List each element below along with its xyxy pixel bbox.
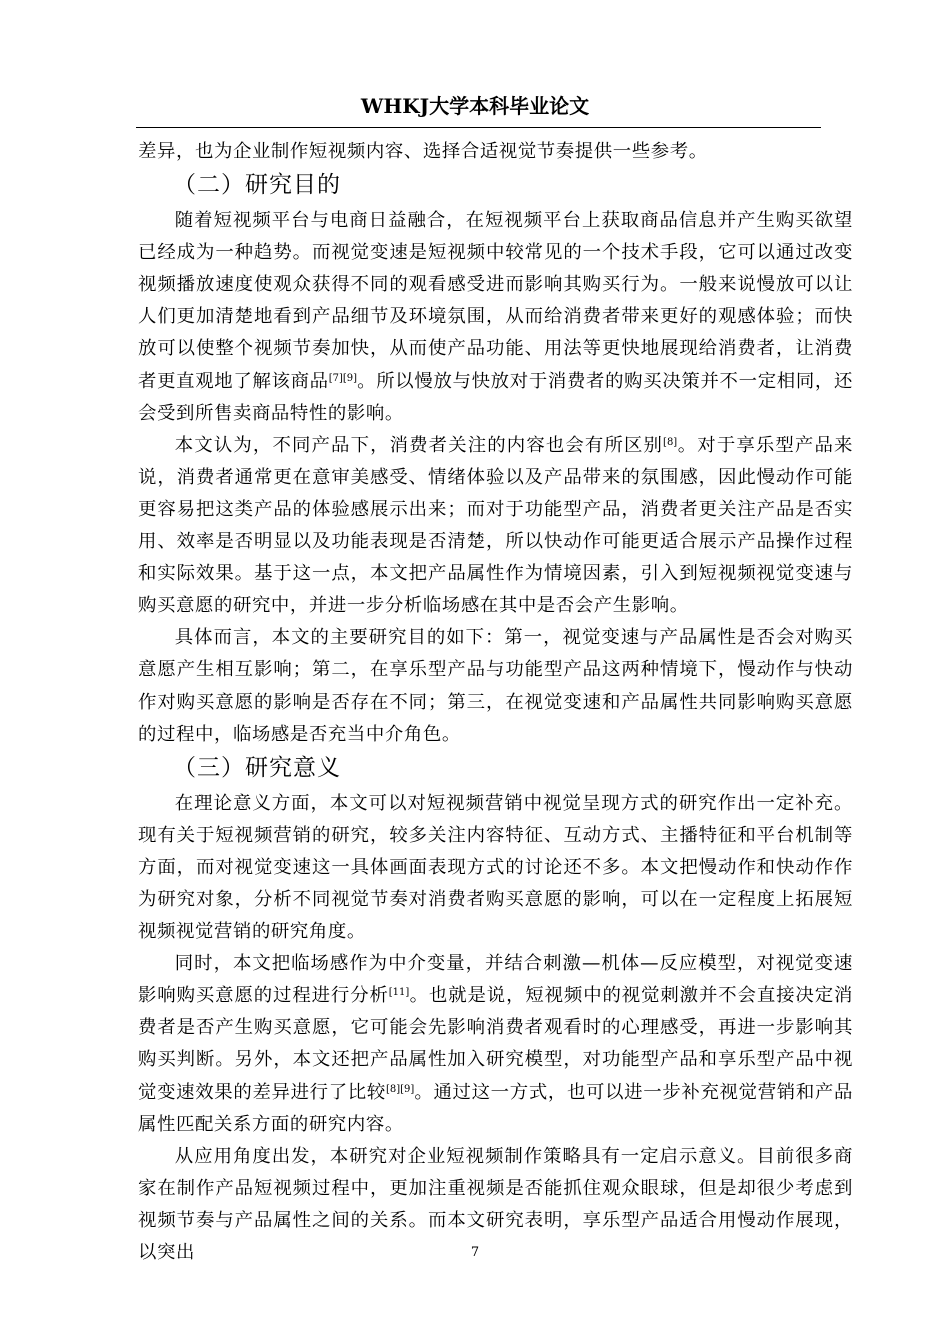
paragraph [138,430,853,623]
paragraph-text: 。也就是说，短视频中的视觉刺激并不会直接决定消费者是否产生购买意愿，它可能会先影响消费者观看时的心理感受，再进一步影响其购买判断。另外，本文还把产品属性加入研究模型，对功能型产品和享乐型产品中视觉变速效果的差异进行了比较 [138,985,853,1103]
paragraph-text: 。对于享乐型产品来说，消费者通常更在意审美感受、情绪体验以及产品带来的氛围感，因此慢动作可能更容易把这类产品的体验感展示出来；而对于功能型产品，消费者更关注产品是否实用、效率是否明显以及功能表现是否清楚，所以快动作可能更适合展示产品操作过程和实际效果。基于这一点，本文把产品属性作为情境因素，引入到短视频视觉变速与购买意愿的研究中，并进一步分析临场感在其中是否会产生影响。 [138,434,853,617]
paragraph-text: 本文认为，不同产品下，消费者关注的内容也会有所区别 [174,434,664,456]
page-header: WHKJ大学本科毕业论文 [360,94,590,118]
opening-paragraph: 差异，也为企业制作短视频内容、选择合适视觉节奏提供一些参考。 [138,141,708,162]
citation: [8] [663,436,678,448]
body-text [138,136,853,1269]
header-divider [136,127,821,128]
paragraph: 具体而言，本文的主要研究目的如下：第一，视觉变速与产品属性是否会对购买意愿产生相互影响；第二，在享乐型产品与功能型产品这两种情境下，慢动作与快动作对购买意愿的影响是否存在不同；第三，在视觉变速和产品属性共同影响购买意愿的过程中，临场感是否充当中介角色。 [138,627,853,745]
paragraph-text: 。通过这一方式，也可以进一步补充视觉营销和产品属性匹配关系方面的研究内容。 [138,1081,853,1135]
paragraph-text: 同时，本文把临场感作为中介变量，并结合刺激—机体—反应模型，对视觉变速影响购买意愿的过程进行分析 [138,953,853,1007]
paragraph-text: 随着短视频平台与电商日益融合，在短视频平台上获取商品信息并产生购买欲望已经成为一种趋势。而视觉变速是短视频中较常见的一个技术手段，它可以通过改变视频播放速度使观众获得不同的观看感受进而影响其购买行为。一般来说慢放可以让人们更加清楚地看到产品细节及环境氛围，从而给消费者带来更好的观感体验；而快放可以使整个视频节奏加快，从而使产品功能、用法等更快地展现给消费者，让消费者更直观地了解该商品 [138,210,853,392]
section-heading-research-significance: （三）研究意义 [173,754,341,781]
citation: [11] [388,987,410,999]
paragraph [138,205,853,430]
paragraph-text: 。所以慢放与快放对于消费者的购买决策并不一定相同，还会受到所售卖商品特性的影响。 [138,370,853,424]
paragraph [138,948,853,1141]
citation: [8][9] [385,1083,415,1095]
page-number: 7 [470,1245,480,1260]
citation: [7][9] [328,372,358,384]
paragraph: 从应用角度出发，本研究对企业短视频制作策略具有一定启示意义。目前很多商家在制作产品短视频过程中，更加注重视频是否能抓住观众眼球，但是却很少考虑到视频节奏与产品属性之间的关系。而本文研究表明，享乐型产品适合用慢动作展现，以突出 [138,1145,853,1263]
section-heading-research-purpose: （二）研究目的 [173,172,341,199]
paragraph: 在理论意义方面，本文可以对短视频营销中视觉呈现方式的研究作出一定补充。现有关于短视频营销的研究，较多关注内容特征、互动方式、主播特征和平台机制等方面，而对视觉变速这一具体画面表现方式的讨论还不多。本文把慢动作和快动作作为研究对象，分析不同视觉节奏对消费者购买意愿的影响，可以在一定程度上拓展短视频视觉营销的研究角度。 [138,792,853,943]
